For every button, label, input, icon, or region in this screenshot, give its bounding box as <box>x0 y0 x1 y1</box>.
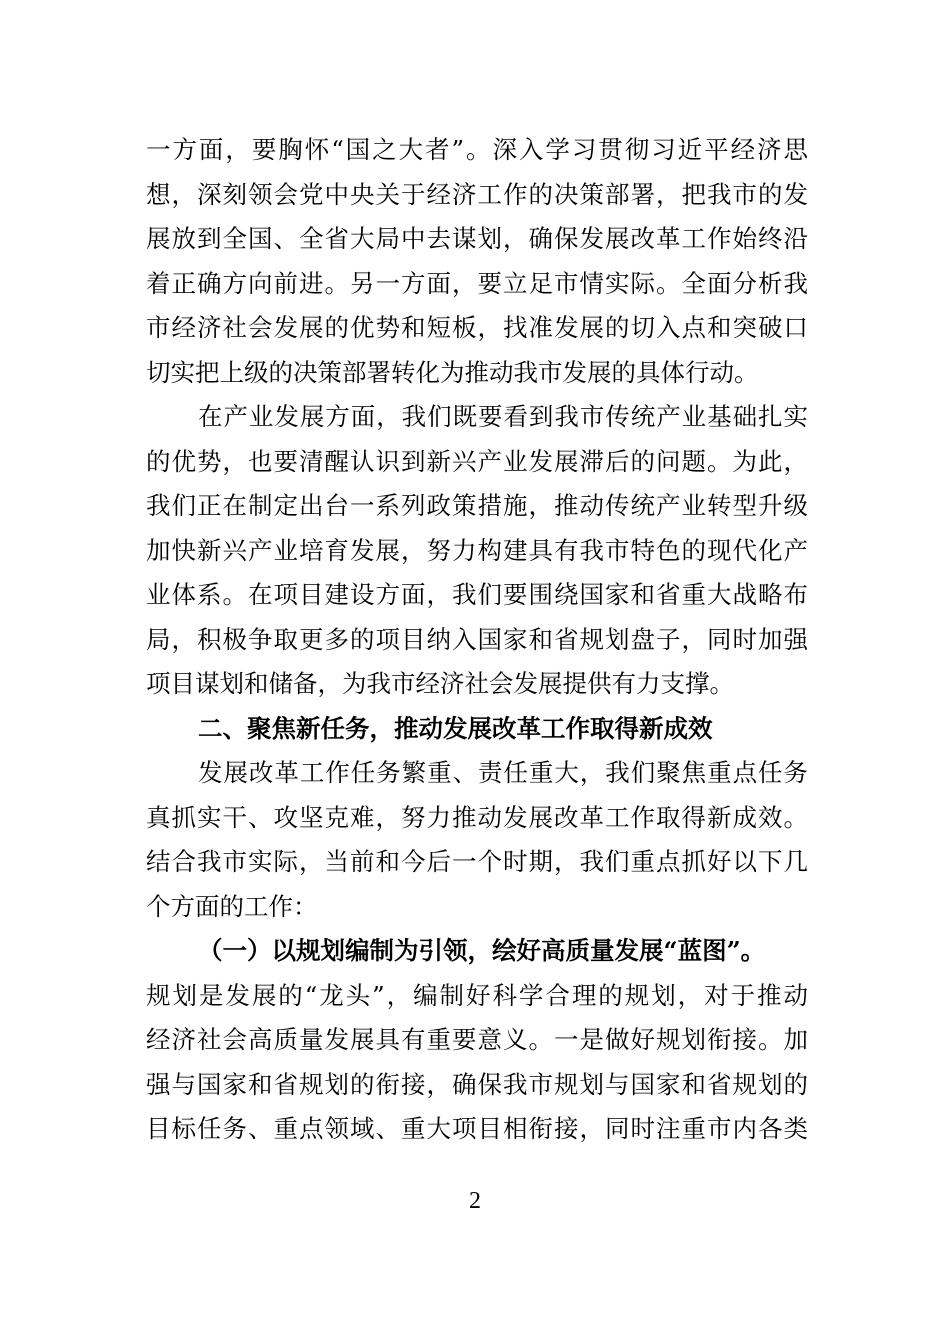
text-line: 市经济社会发展的优势和短板，找准发展的切入点和突破口 <box>146 313 808 342</box>
text-line: 发展改革工作任务繁重、责任重大，我们聚焦重点任务 <box>198 758 808 787</box>
text-line: 切实把上级的决策部署转化为推动我市发展的具体行动。 <box>146 357 759 387</box>
text-line: 着正确方向前进。另一方面，要立足市情实际。全面分析我 <box>146 268 808 298</box>
text-line: 经济社会高质量发展具有重要意义。一是做好规划衔接。加 <box>146 1025 808 1054</box>
text-line: 个方面的工作： <box>146 891 318 921</box>
text-line: 结合我市实际，当前和今后一个时期，我们重点抓好以下几 <box>146 847 808 876</box>
text-line: 加快新兴产业培育发展，努力构建具有我市特色的现代化产 <box>146 535 808 565</box>
text-line: 业体系。在项目建设方面，我们要围绕国家和省重大战略布 <box>146 580 808 609</box>
text-line: 的优势，也要清醒认识到新兴产业发展滞后的问题。为此， <box>146 446 808 476</box>
text-line: 目标任务、重点领域、重大项目相衔接，同时注重市内各类 <box>146 1114 808 1143</box>
text-line: 真抓实干、攻坚克难，努力推动发展改革工作取得新成效。 <box>146 802 808 832</box>
text-line: 一方面，要胸怀“国之大者”。深入学习贯彻习近平经济思 <box>146 135 808 164</box>
text-line: 规划是发展的“龙头”，编制好科学合理的规划，对于推动 <box>146 980 808 1010</box>
section-heading: 二、聚焦新任务，推动发展改革工作取得新成效 <box>198 713 713 743</box>
text-line: 强与国家和省规划的衔接，确保我市规划与国家和省规划的 <box>146 1069 808 1099</box>
page-number: 2 <box>469 1188 481 1214</box>
text-line: 在产业发展方面，我们既要看到我市传统产业基础扎实 <box>198 402 808 431</box>
text-line: 我们正在制定出台一系列政策措施，推动传统产业转型升级 <box>146 491 808 520</box>
text-line: 想，深刻领会党中央关于经济工作的决策部署，把我市的发 <box>146 179 808 209</box>
text-line: 局，积极争取更多的项目纳入国家和省规划盘子，同时加强 <box>146 624 808 654</box>
document-body <box>146 128 808 1152</box>
text-line: 项目谋划和储备，为我市经济社会发展提供有力支撑。 <box>146 669 734 698</box>
text-line: 展放到全国、全省大局中去谋划，确保发展改革工作始终沿 <box>146 224 808 253</box>
subsection-heading: （一）以规划编制为引领，绘好高质量发展“蓝图”。 <box>198 936 766 965</box>
